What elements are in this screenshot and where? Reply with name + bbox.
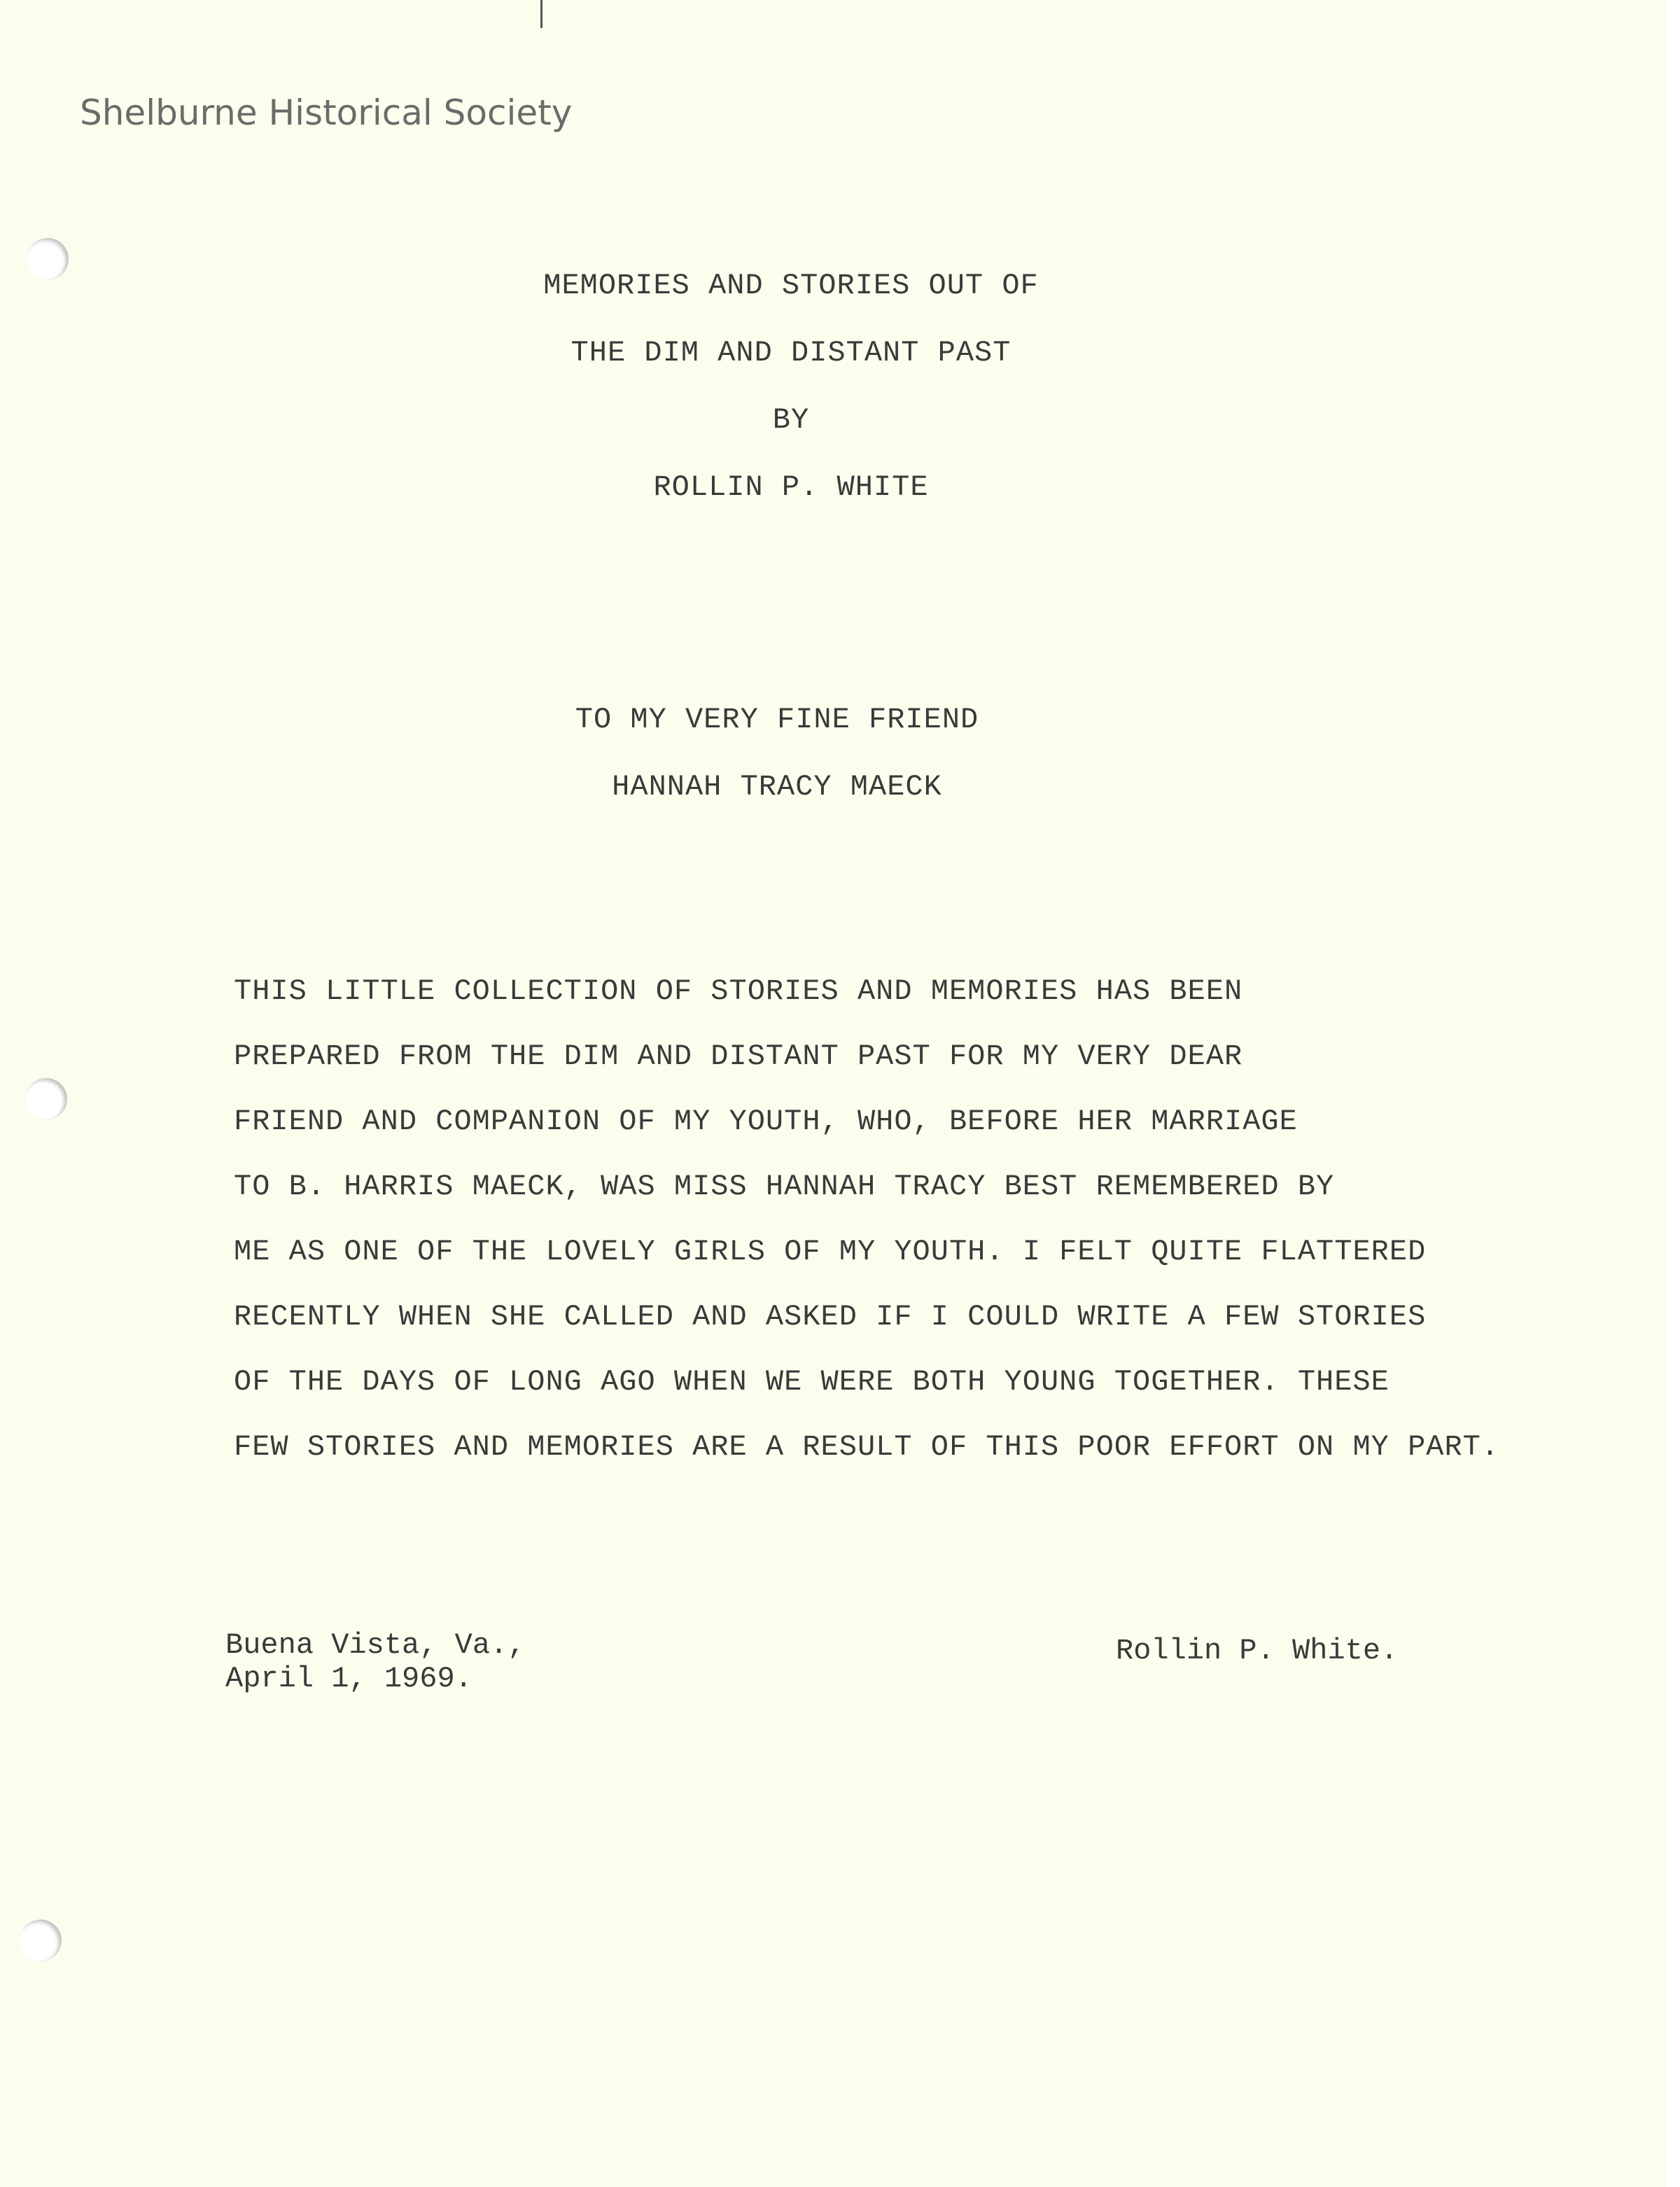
place: Buena Vista, Va., <box>225 1628 526 1662</box>
body-line: OF THE DAYS OF LONG AGO WHEN WE WERE BOTH YOUNG TOGETHER. THESE <box>234 1365 1390 1399</box>
dedication-line: TO MY VERY FINE FRIEND <box>575 703 979 736</box>
title-line: MEMORIES AND STORIES OUT OF <box>543 269 1039 302</box>
body-line: FRIEND AND COMPANION OF MY YOUTH, WHO, BEFORE HER MARRIAGE <box>234 1105 1298 1138</box>
date: April 1, 1969. <box>225 1662 472 1696</box>
title-line: THE DIM AND DISTANT PAST <box>570 336 1011 370</box>
title-by: BY <box>772 403 810 437</box>
dedication-name: HANNAH TRACY MAECK <box>612 770 942 804</box>
place-date-block <box>225 1628 525 1696</box>
punch-hole <box>25 1078 67 1120</box>
body-line: THIS LITTLE COLLECTION OF STORIES AND MEMORIES HAS BEEN <box>234 974 1243 1008</box>
title-author: ROLLIN P. WHITE <box>653 470 929 504</box>
margin-mark <box>540 0 542 28</box>
body-line: ME AS ONE OF THE LOVELY GIRLS OF MY YOUTH. I FELT QUITE FLATTERED <box>234 1235 1427 1269</box>
body-line: TO B. HARRIS MAECK, WAS MISS HANNAH TRACY BEST REMEMBERED BY <box>234 1170 1335 1203</box>
body-line: RECENTLY WHEN SHE CALLED AND ASKED IF I COULD WRITE A FEW STORIES <box>234 1300 1427 1334</box>
body-line: FEW STORIES AND MEMORIES ARE A RESULT OF THIS POOR EFFORT ON MY PART. <box>234 1430 1500 1464</box>
body-paragraph <box>234 959 1620 1480</box>
watermark: Shelburne Historical Society <box>80 92 573 133</box>
punch-hole <box>20 1920 62 1962</box>
signature: Rollin P. White. <box>1116 1634 1399 1668</box>
page-edge <box>1666 0 1680 2187</box>
body-line: PREPARED FROM THE DIM AND DISTANT PAST FOR MY VERY DEAR <box>234 1040 1243 1073</box>
